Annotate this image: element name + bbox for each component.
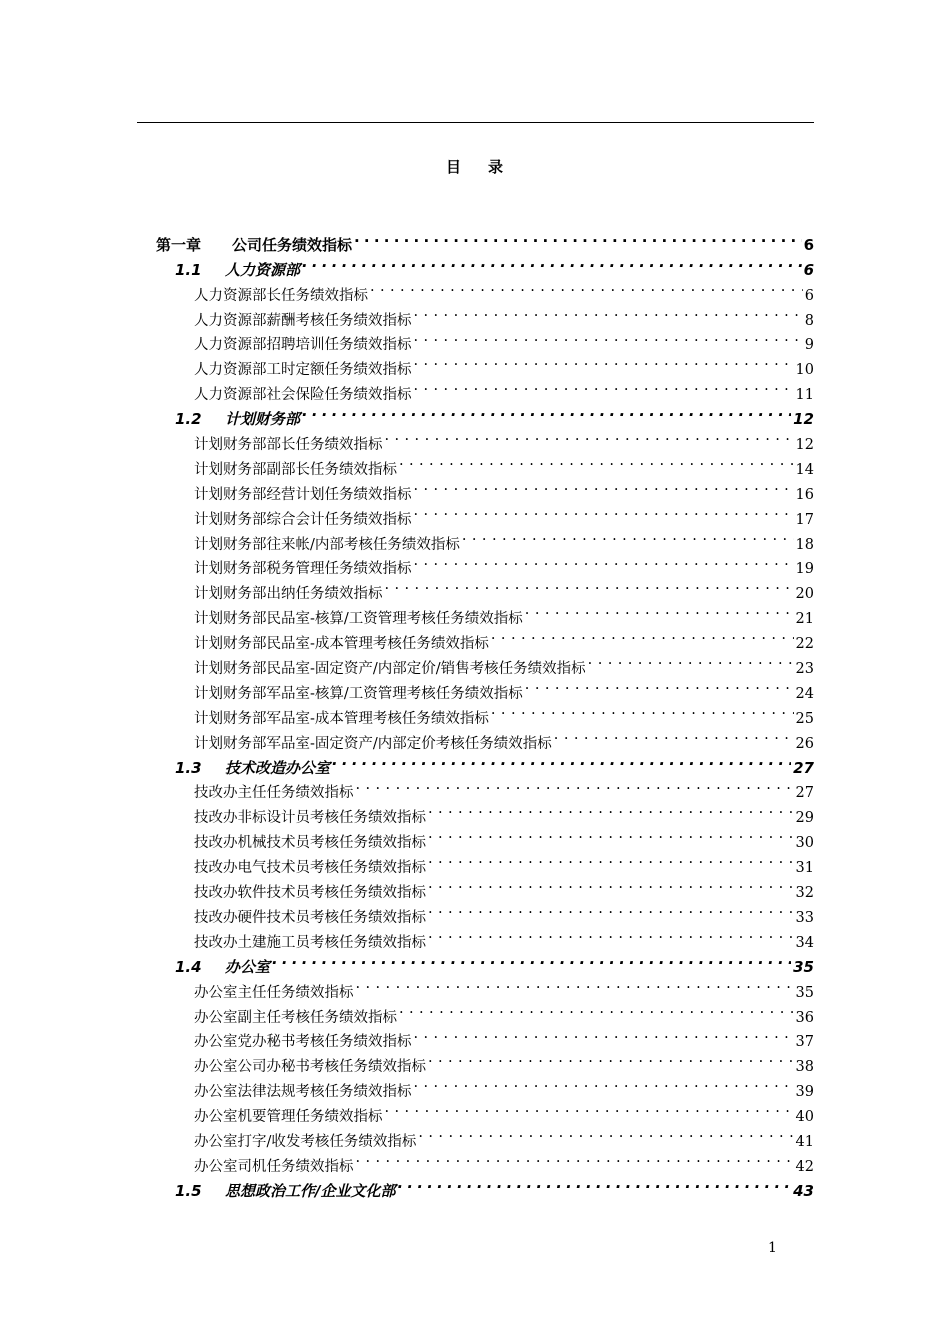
toc-entry-label bbox=[194, 284, 368, 309]
dot-leader bbox=[414, 300, 803, 325]
toc-entry-label bbox=[194, 881, 426, 906]
toc-entry-page: 10 bbox=[795, 362, 814, 379]
toc-entry-label bbox=[175, 756, 330, 781]
toc-entry-page: 35 bbox=[793, 957, 814, 976]
toc-entry-label bbox=[194, 906, 426, 931]
dot-leader bbox=[428, 847, 794, 872]
toc-entry-text: 计划财务部部长任务绩效指标 bbox=[194, 437, 383, 454]
dot-leader bbox=[428, 1046, 794, 1071]
toc-entry-label bbox=[194, 981, 354, 1006]
toc-entry-text: 计划财务部民品室-核算/工资管理考核任务绩效指标 bbox=[194, 611, 523, 628]
toc-entry-page: 39 bbox=[795, 1084, 814, 1101]
toc-entry-text: 技改办机械技术员考核任务绩效指标 bbox=[194, 835, 426, 852]
dot-leader bbox=[272, 947, 791, 972]
toc-entry-text: 思想政治工作/企业文化部 bbox=[225, 1181, 396, 1200]
toc-entry-label bbox=[194, 806, 426, 831]
toc-entry-text: 技改办电气技术员考核任务绩效指标 bbox=[194, 860, 426, 877]
dot-leader bbox=[354, 225, 802, 250]
toc-title-char-1: 目 bbox=[445, 158, 462, 176]
dot-leader bbox=[332, 748, 791, 773]
toc-entry-page: 14 bbox=[795, 461, 814, 478]
dot-leader bbox=[554, 723, 794, 748]
page-number-value: 1 bbox=[768, 1240, 777, 1256]
toc-entry-page: 30 bbox=[795, 835, 814, 852]
dot-leader bbox=[302, 399, 791, 424]
dot-leader bbox=[525, 673, 794, 698]
toc-entry-page: 35 bbox=[795, 984, 814, 1001]
toc-entry-page: 33 bbox=[795, 909, 814, 926]
toc-entry-page: 8 bbox=[804, 312, 814, 329]
toc-entry-text: 人力资源部招聘培训任务绩效指标 bbox=[194, 337, 412, 354]
toc-entry-number: 第一章 bbox=[156, 235, 202, 254]
toc-chapter[interactable] bbox=[156, 225, 814, 254]
toc-entry-text: 办公室机要管理任务绩效指标 bbox=[194, 1109, 383, 1126]
dot-leader bbox=[414, 549, 794, 574]
toc-entry-page: 27 bbox=[795, 785, 814, 802]
toc-entry-label bbox=[194, 831, 426, 856]
toc-entry-label bbox=[194, 433, 383, 458]
toc-entry-text: 技改办软件技术员考核任务绩效指标 bbox=[194, 885, 426, 902]
dot-leader bbox=[356, 972, 794, 997]
toc-entry-text: 人力资源部 bbox=[225, 260, 301, 279]
dot-leader bbox=[414, 349, 794, 374]
toc-entry-label bbox=[194, 557, 412, 582]
table-of-contents bbox=[156, 225, 814, 1200]
toc-entry-text: 技改办硬件技术员考核任务绩效指标 bbox=[194, 909, 426, 926]
toc-entry-label bbox=[194, 1105, 383, 1130]
toc-entry-page: 20 bbox=[795, 586, 814, 603]
toc-entry-label bbox=[194, 607, 523, 632]
dot-leader bbox=[397, 1171, 791, 1196]
toc-entry-text: 办公室司机任务绩效指标 bbox=[194, 1158, 354, 1175]
toc-entry-text: 计划财务部经营计划任务绩效指标 bbox=[194, 486, 412, 503]
toc-entry-text: 人力资源部社会保险任务绩效指标 bbox=[194, 387, 412, 404]
toc-entry-page: 43 bbox=[793, 1181, 814, 1200]
dot-leader bbox=[428, 897, 794, 922]
toc-entry-page: 36 bbox=[795, 1009, 814, 1026]
toc-entry-page: 34 bbox=[795, 934, 814, 951]
dot-leader bbox=[418, 1121, 793, 1146]
dot-leader bbox=[414, 1022, 794, 1047]
toc-entry-page: 31 bbox=[795, 860, 814, 877]
toc-entry-text: 计划财务部民品室-成本管理考核任务绩效指标 bbox=[194, 636, 489, 653]
toc-entry-page: 12 bbox=[795, 437, 814, 454]
toc-entry-number: 1.1 bbox=[175, 260, 202, 279]
toc-entry-label bbox=[194, 707, 489, 732]
toc-entry-text: 办公室 bbox=[225, 957, 271, 976]
toc-entry-page: 18 bbox=[795, 536, 814, 553]
toc-entry-text: 办公室公司办秘书考核任务绩效指标 bbox=[194, 1059, 426, 1076]
toc-entry-page: 9 bbox=[804, 337, 814, 354]
dot-leader bbox=[414, 474, 794, 499]
toc-entry-text: 计划财务部往来帐/内部考核任务绩效指标 bbox=[194, 536, 460, 553]
toc-entry-page: 41 bbox=[795, 1133, 814, 1150]
toc-entry-text: 办公室副主任考核任务绩效指标 bbox=[194, 1009, 397, 1026]
toc-entry-text: 计划财务部民品室-固定资产/内部定价/销售考核任务绩效指标 bbox=[194, 661, 586, 678]
toc-entry-text: 计划财务部出纳任务绩效指标 bbox=[194, 586, 383, 603]
toc-entry-page: 42 bbox=[795, 1158, 814, 1175]
toc-title bbox=[0, 156, 950, 177]
dot-leader bbox=[399, 449, 794, 474]
toc-entry-text: 技改办土建施工员考核任务绩效指标 bbox=[194, 934, 426, 951]
toc-entry-page: 17 bbox=[795, 511, 814, 528]
toc-entry-page: 6 bbox=[803, 260, 814, 279]
dot-leader bbox=[385, 424, 794, 449]
dot-leader bbox=[491, 623, 794, 648]
toc-entry-text: 技改办主任任务绩效指标 bbox=[194, 785, 354, 802]
dot-leader bbox=[356, 773, 794, 798]
toc-entry-text: 办公室法律法规考核任务绩效指标 bbox=[194, 1084, 412, 1101]
toc-entry-text: 人力资源部薪酬考核任务绩效指标 bbox=[194, 312, 412, 329]
dot-leader bbox=[302, 250, 802, 275]
dot-leader bbox=[491, 698, 794, 723]
dot-leader bbox=[462, 524, 794, 549]
toc-entry-label bbox=[175, 258, 300, 283]
toc-entry-page: 12 bbox=[793, 410, 814, 429]
toc-entry-page: 6 bbox=[804, 287, 814, 304]
toc-entry-text: 公司任务绩效指标 bbox=[232, 235, 353, 254]
dot-leader bbox=[385, 573, 794, 598]
toc-entry-text: 计划财务部军品室-固定资产/内部定价考核任务绩效指标 bbox=[194, 735, 552, 752]
toc-entry-page: 24 bbox=[795, 685, 814, 702]
toc-entry-page: 25 bbox=[795, 710, 814, 727]
dot-leader bbox=[385, 1096, 794, 1121]
toc-entry-label bbox=[194, 333, 412, 358]
dot-leader bbox=[370, 275, 803, 300]
toc-entry-number: 1.2 bbox=[175, 410, 202, 429]
toc-entry-label bbox=[194, 508, 412, 533]
toc-entry-text: 计划财务部 bbox=[225, 410, 301, 429]
toc-entry-label bbox=[194, 781, 354, 806]
dot-leader bbox=[414, 1071, 794, 1096]
toc-entry-text: 技术改造办公室 bbox=[225, 758, 331, 777]
toc-entry-label bbox=[194, 682, 523, 707]
toc-entry-label bbox=[194, 309, 412, 334]
toc-entry-label bbox=[194, 856, 426, 881]
toc-entry-page: 26 bbox=[795, 735, 814, 752]
toc-entry-label bbox=[194, 1006, 397, 1031]
dot-leader bbox=[525, 598, 794, 623]
toc-entry-label bbox=[194, 582, 383, 607]
toc-entry-number: 1.3 bbox=[175, 758, 202, 777]
toc-entry-text: 人力资源部长任务绩效指标 bbox=[194, 287, 368, 304]
toc-entry-text: 计划财务部综合会计任务绩效指标 bbox=[194, 511, 412, 528]
dot-leader bbox=[588, 648, 794, 673]
toc-entry-text: 计划财务部军品室-核算/工资管理考核任务绩效指标 bbox=[194, 685, 523, 702]
dot-leader bbox=[428, 822, 794, 847]
toc-entry-label bbox=[194, 1155, 354, 1180]
toc-entry-page: 11 bbox=[795, 387, 814, 404]
toc-entry-page: 37 bbox=[795, 1034, 814, 1051]
toc-entry-number: 1.4 bbox=[175, 957, 202, 976]
toc-entry-number: 1.5 bbox=[175, 1181, 202, 1200]
toc-entry-label bbox=[194, 458, 397, 483]
toc-entry-label bbox=[175, 1179, 395, 1204]
toc-entry-label bbox=[194, 632, 489, 657]
dot-leader bbox=[428, 922, 794, 947]
toc-entry-text: 技改办非标设计员考核任务绩效指标 bbox=[194, 810, 426, 827]
toc-entry-text: 计划财务部税务管理任务绩效指标 bbox=[194, 561, 412, 578]
toc-entry-page: 29 bbox=[795, 810, 814, 827]
toc-entry-label bbox=[194, 483, 412, 508]
dot-leader bbox=[356, 1146, 794, 1171]
dot-leader bbox=[399, 997, 794, 1022]
toc-entry-text: 计划财务部军品室-成本管理考核任务绩效指标 bbox=[194, 710, 489, 727]
toc-entry-page: 19 bbox=[795, 561, 814, 578]
toc-entry-page: 27 bbox=[793, 758, 814, 777]
toc-entry-page: 16 bbox=[795, 486, 814, 503]
dot-leader bbox=[428, 797, 794, 822]
toc-entry-page: 40 bbox=[795, 1109, 814, 1126]
toc-entry-text: 办公室党办秘书考核任务绩效指标 bbox=[194, 1034, 412, 1051]
toc-entry-label bbox=[194, 1030, 412, 1055]
toc-entry-page: 23 bbox=[795, 661, 814, 678]
toc-entry-page: 32 bbox=[795, 885, 814, 902]
toc-entry-label bbox=[175, 955, 270, 980]
toc-entry-page: 6 bbox=[803, 235, 814, 254]
dot-leader bbox=[414, 374, 794, 399]
toc-entry-label bbox=[194, 1055, 426, 1080]
toc-entry-label bbox=[194, 1080, 412, 1105]
toc-entry-text: 办公室打字/收发考核任务绩效指标 bbox=[194, 1133, 417, 1150]
toc-entry-text: 办公室主任任务绩效指标 bbox=[194, 984, 354, 1001]
toc-entry-page: 21 bbox=[795, 611, 814, 628]
toc-entry-page: 38 bbox=[795, 1059, 814, 1076]
header-rule bbox=[137, 122, 814, 123]
toc-entry-label bbox=[194, 358, 412, 383]
toc-entry-text: 计划财务部副部长任务绩效指标 bbox=[194, 461, 397, 478]
toc-entry-text: 人力资源部工时定额任务绩效指标 bbox=[194, 362, 412, 379]
toc-entry-page: 22 bbox=[795, 636, 814, 653]
dot-leader bbox=[414, 325, 803, 350]
dot-leader bbox=[414, 499, 794, 524]
toc-title-char-2: 录 bbox=[488, 158, 505, 176]
dot-leader bbox=[428, 872, 794, 897]
toc-entry-label bbox=[175, 407, 300, 432]
